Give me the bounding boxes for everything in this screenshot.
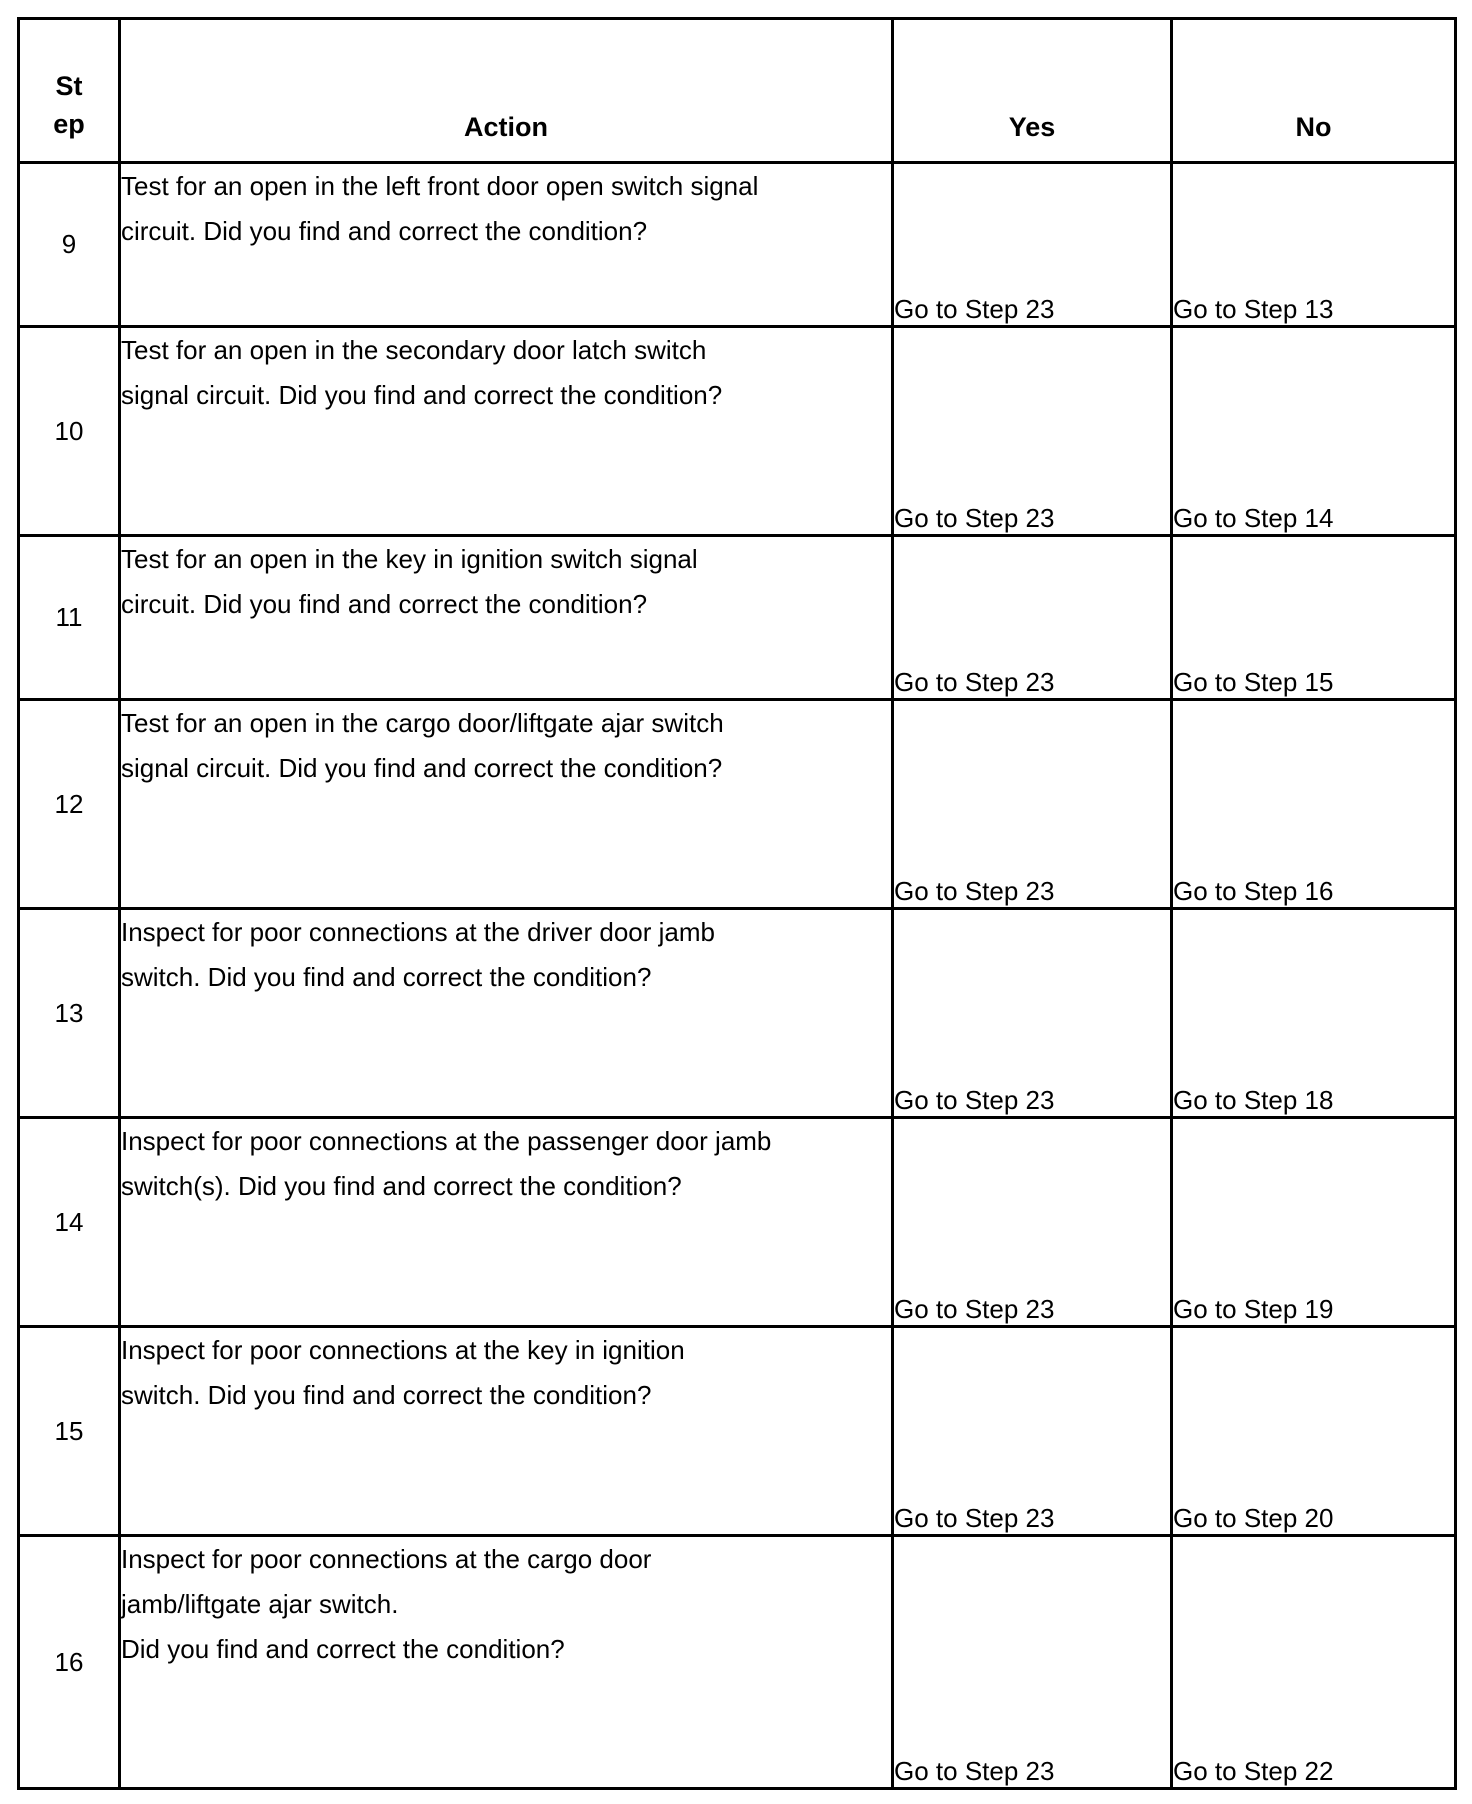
yes-result-cell: Go to Step 23 [893,1118,1172,1327]
step-number-cell: 14 [19,1118,120,1327]
action-text-line: jamb/liftgate ajar switch. [121,1589,399,1619]
table-row [19,1327,1456,1536]
no-result-cell: Go to Step 19 [1172,1118,1456,1327]
action-text-line: Did you find and correct the condition? [121,1634,565,1664]
action-text-line: Test for an open in the left front door open switch signal [121,171,759,201]
action-text-line: Inspect for poor connections at the passenger door jamb [121,1126,772,1156]
action-text-line: circuit. Did you find and correct the condition? [121,589,648,619]
action-text-line: Test for an open in the key in ignition switch signal [121,544,698,574]
diagnostic-procedure-table [17,17,1457,1790]
action-text-line: circuit. Did you find and correct the condition? [121,216,648,246]
table-row [19,1536,1456,1789]
table-header-row [19,19,1456,163]
action-cell [120,1536,893,1789]
step-number-cell: 10 [19,327,120,536]
action-text-line: signal circuit. Did you find and correct the condition? [121,380,723,410]
action-text-line: Inspect for poor connections at the driver door jamb [121,917,715,947]
action-column-header: Action [120,19,893,163]
action-text-line: switch(s). Did you find and correct the condition? [121,1171,682,1201]
action-cell [120,163,893,327]
yes-result-cell: Go to Step 23 [893,700,1172,909]
step-number-cell: 15 [19,1327,120,1536]
step-number-cell: 11 [19,536,120,700]
no-result-cell: Go to Step 16 [1172,700,1456,909]
action-text-line: Test for an open in the cargo door/liftgate ajar switch [121,708,724,738]
step-number-cell: 16 [19,1536,120,1789]
yes-column-header: Yes [893,19,1172,163]
no-result-cell: Go to Step 15 [1172,536,1456,700]
action-cell [120,700,893,909]
no-result-cell: Go to Step 13 [1172,163,1456,327]
table-row [19,909,1456,1118]
action-text-line: Inspect for poor connections at the cargo door [121,1544,652,1574]
action-text-line: Test for an open in the secondary door latch switch [121,335,707,365]
yes-result-cell: Go to Step 23 [893,536,1172,700]
action-text-line: switch. Did you find and correct the condition? [121,962,652,992]
table-row [19,536,1456,700]
table-body [19,163,1456,1789]
yes-result-cell: Go to Step 23 [893,1327,1172,1536]
step-column-header: Step [19,19,120,163]
no-result-cell: Go to Step 22 [1172,1536,1456,1789]
no-result-cell: Go to Step 14 [1172,327,1456,536]
action-cell [120,1118,893,1327]
no-result-cell: Go to Step 18 [1172,909,1456,1118]
action-cell [120,909,893,1118]
yes-result-cell: Go to Step 23 [893,1536,1172,1789]
step-number-cell: 13 [19,909,120,1118]
table-row [19,1118,1456,1327]
action-text-line: signal circuit. Did you find and correct the condition? [121,753,723,783]
step-number-cell: 12 [19,700,120,909]
action-text-line: switch. Did you find and correct the condition? [121,1380,652,1410]
action-text-line: Inspect for poor connections at the key in ignition [121,1335,685,1365]
no-column-header: No [1172,19,1456,163]
yes-result-cell: Go to Step 23 [893,327,1172,536]
step-number-cell: 9 [19,163,120,327]
table-row [19,700,1456,909]
yes-result-cell: Go to Step 23 [893,163,1172,327]
no-result-cell: Go to Step 20 [1172,1327,1456,1536]
yes-result-cell: Go to Step 23 [893,909,1172,1118]
action-cell [120,536,893,700]
action-cell [120,327,893,536]
table-row [19,163,1456,327]
table-row [19,327,1456,536]
action-cell [120,1327,893,1536]
